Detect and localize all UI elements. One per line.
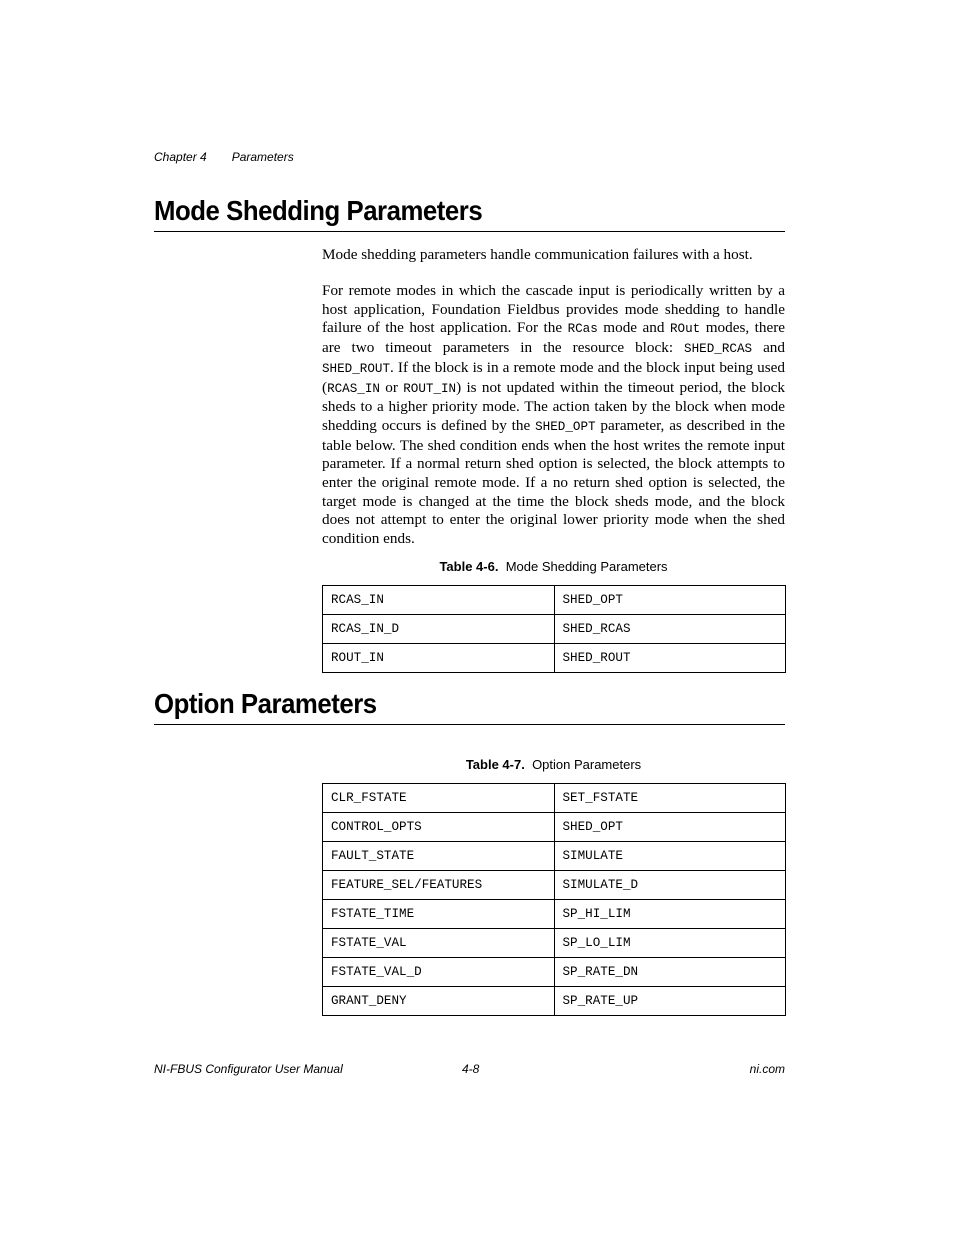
inline-code: SHED_OPT [535,419,596,434]
table-cell: FAULT_STATE [323,842,555,871]
table-cell: FEATURE_SEL/FEATURES [323,871,555,900]
table-cell: SIMULATE [554,842,786,871]
table-cell: SHED_OPT [554,586,786,615]
table-row [323,929,786,958]
table-row [323,813,786,842]
text-run: ) is not updated within the timeout period, the block sheds to a higher priority mode. The action taken by the block when mode shedding occurs is defined by the [322,378,785,434]
table-cell: ROUT_IN [323,644,555,673]
table-cell: CONTROL_OPTS [323,813,555,842]
table-cell: SP_LO_LIM [554,929,786,958]
table-cell: CLR_FSTATE [323,784,555,813]
table-row [323,784,786,813]
table-row [323,900,786,929]
table-row [323,644,786,673]
table-cell: RCAS_IN_D [323,615,555,644]
table-cell: RCAS_IN [323,586,555,615]
inline-code: RCAS_IN [327,381,380,396]
table-row [323,871,786,900]
table-4-7-caption: Table 4-7. Option Parameters [465,757,642,772]
text-run: For remote modes in which the cascade input is periodically written by a host application, Foundation Fieldbus provides mode shedding to handle failure of the host application. For the [322,282,785,337]
table-cell: SP_RATE_UP [554,987,786,1016]
option-parameters-heading: Option Parameters [154,688,785,725]
table-cell: SET_FSTATE [554,784,786,813]
table-row [323,615,786,644]
inline-code: RCas [567,322,598,337]
table-cell: SP_RATE_DN [554,958,786,987]
table-cell: SHED_ROUT [554,644,786,673]
table-cell: GRANT_DENY [323,987,555,1016]
text-run: parameter, as described in the table below. The shed condition ends when the host writes the remote input parameter. If a normal return shed option is selected, the block attempts to enter the original remote mode. If a no return shed option is selected, the target mode is changed at the time the block sheds mode, and the block does not attempt to enter the original lower priority mode when the shed condition ends. [322,416,785,548]
table-4-6-caption: Table 4-6. Mode Shedding Parameters [439,559,668,574]
mode-shedding-table [322,585,786,673]
table-cell: FSTATE_VAL [323,929,555,958]
intro-paragraph: Mode shedding parameters handle communication failures with a host. [322,246,753,263]
option-parameters-table [322,783,786,1016]
table-cell: SIMULATE_D [554,871,786,900]
table-row [323,586,786,615]
table-cell: SHED_RCAS [554,615,786,644]
running-header [154,150,294,164]
text-run: . If the block is in a remote mode and the block input being used ( [322,358,785,396]
chapter-label: Chapter 4 [154,150,207,164]
footer-page-number: 4-8 [462,1062,480,1076]
inline-code: ROut [669,322,701,337]
inline-code: ROUT_IN [403,381,457,396]
table-row [323,842,786,871]
mode-shedding-paragraph [322,282,785,549]
text-run: and [752,339,785,357]
table-cell: FSTATE_TIME [323,900,555,929]
inline-code: SHED_ROUT [322,361,391,376]
table-cell: FSTATE_VAL_D [323,958,555,987]
footer-website: ni.com [749,1062,785,1076]
footer-manual-title: NI-FBUS Configurator User Manual [154,1062,343,1076]
section-label: Parameters [231,150,294,164]
table-cell: SHED_OPT [554,813,786,842]
table-cell: SP_HI_LIM [554,900,786,929]
mode-shedding-heading: Mode Shedding Parameters [154,195,785,232]
text-run: or [379,378,404,396]
text-run: modes, there are two timeout parameters in the resource block: [322,319,785,357]
text-run: mode and [597,319,670,337]
table-row [323,958,786,987]
inline-code: SHED_RCAS [684,342,753,357]
table-row [323,987,786,1016]
